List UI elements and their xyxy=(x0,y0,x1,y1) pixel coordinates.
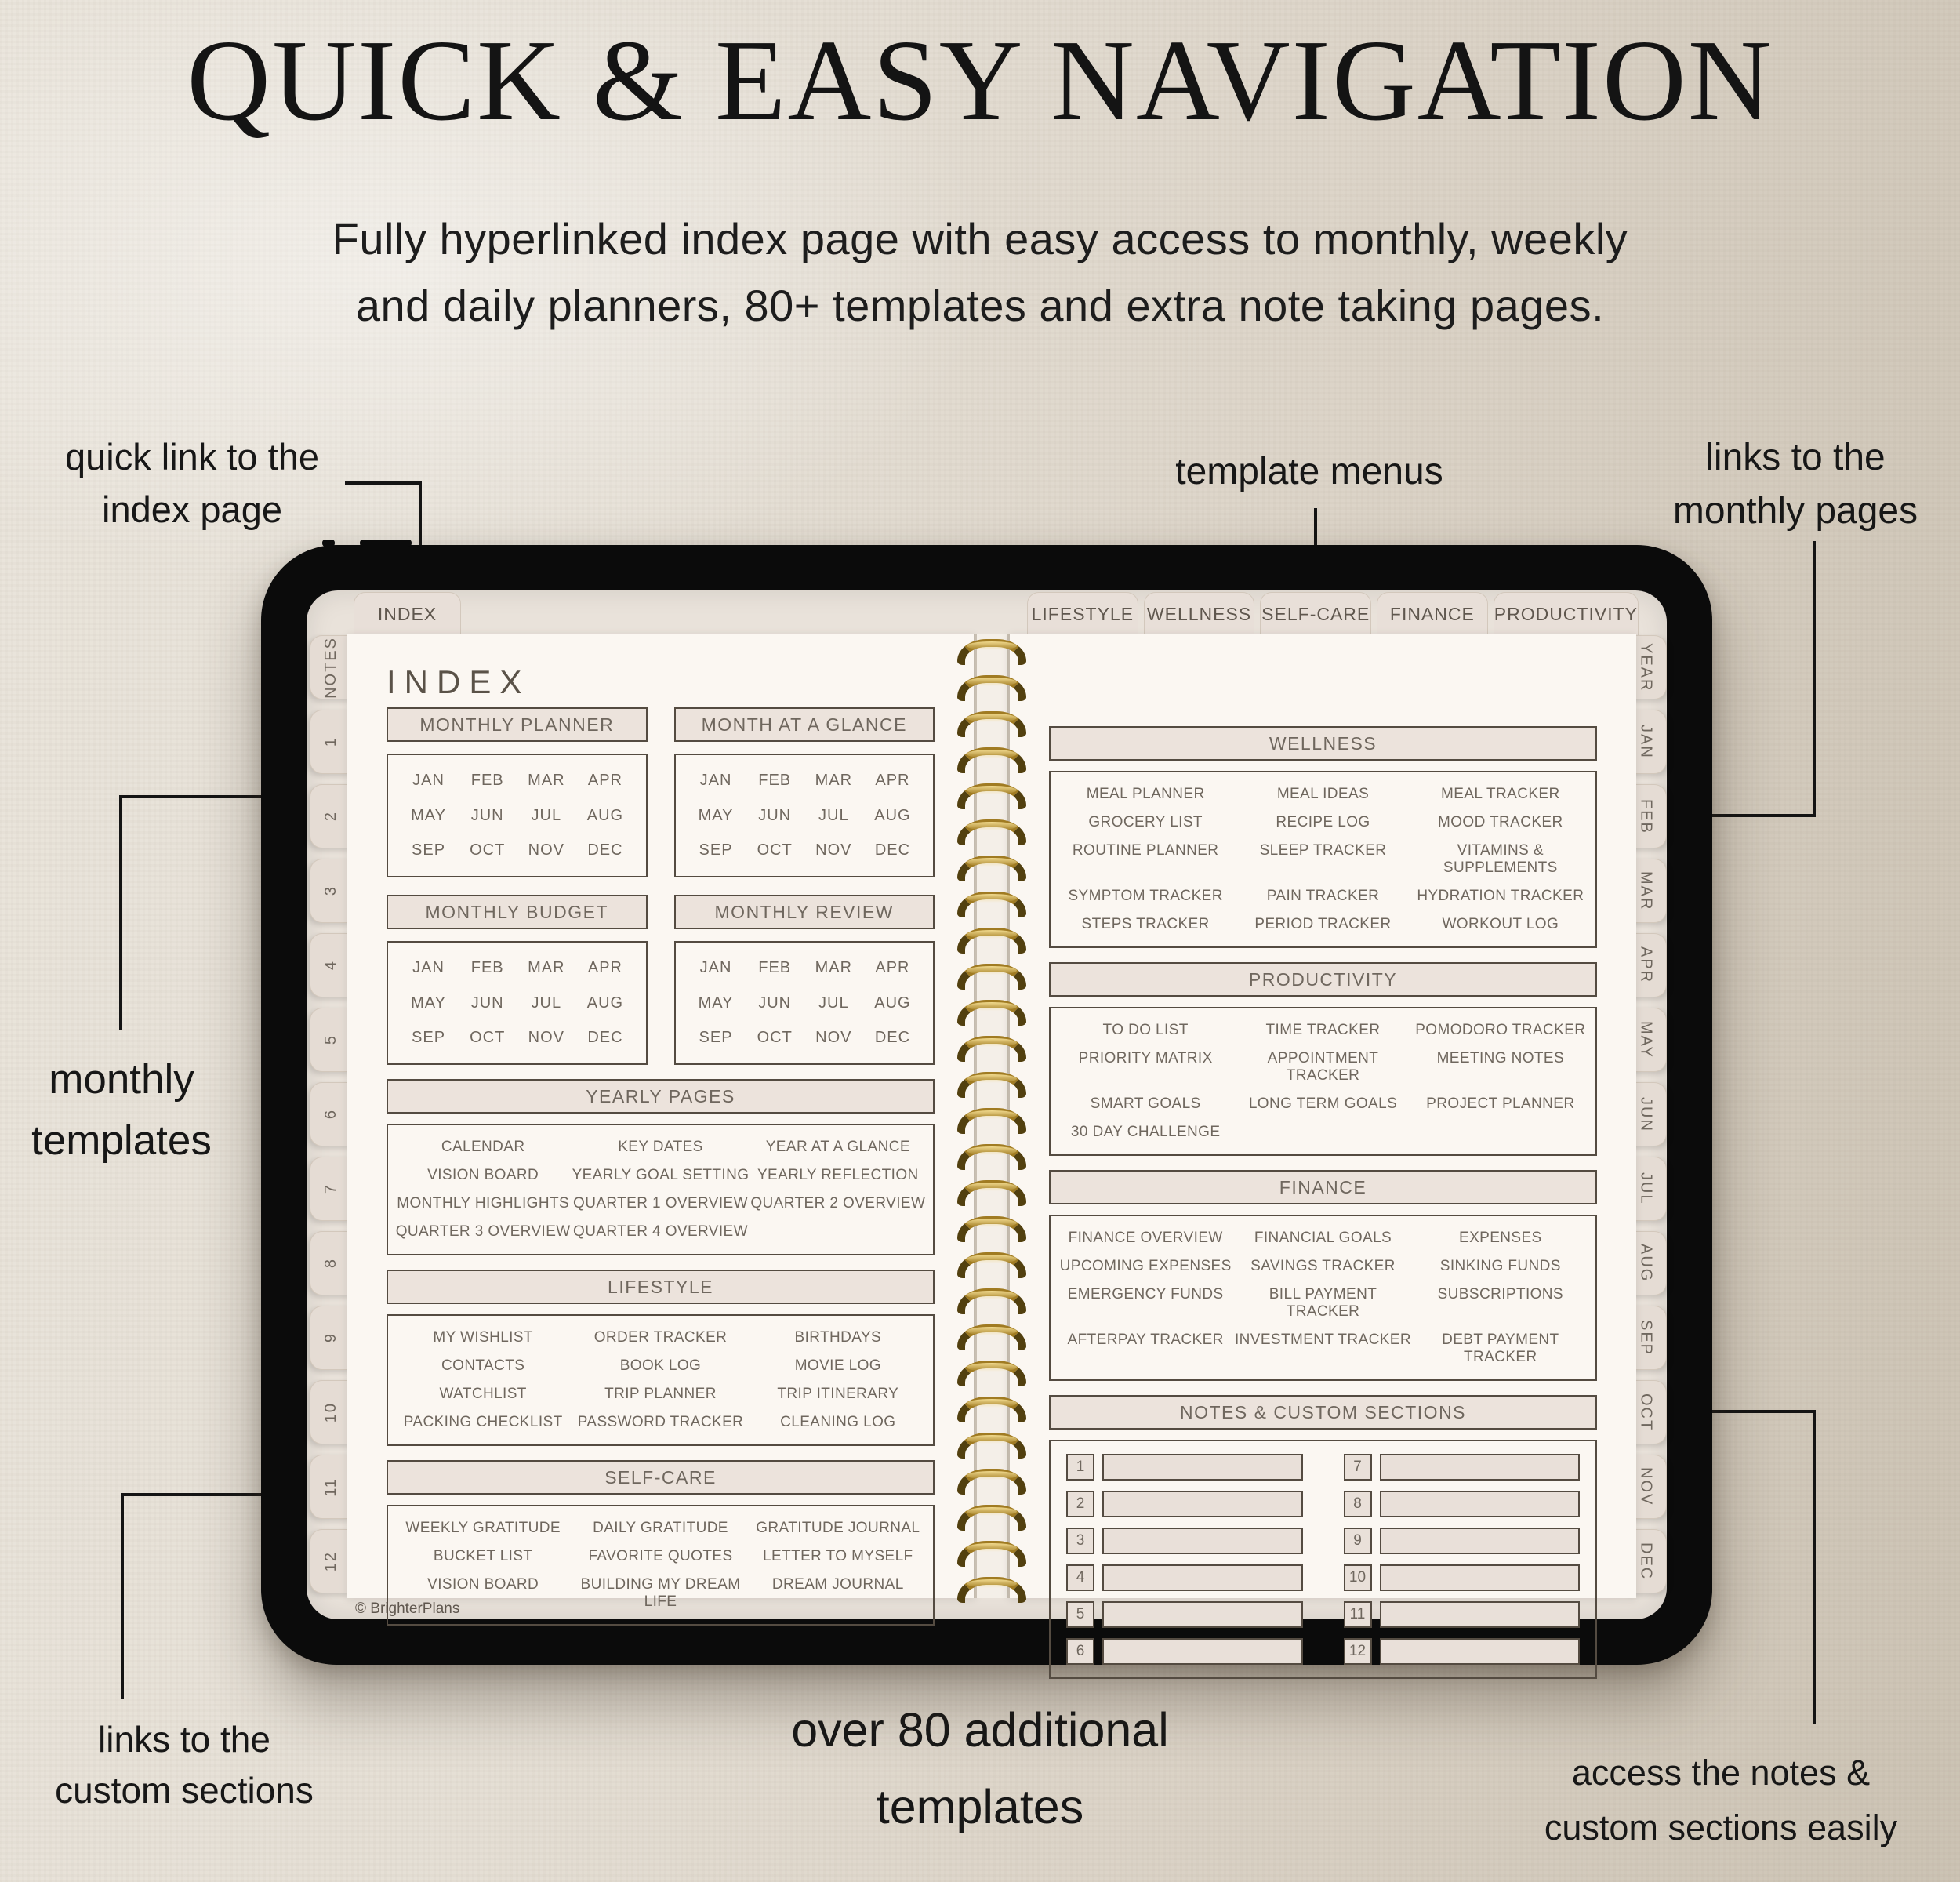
section-monthly-review xyxy=(674,895,935,1065)
spiral-ring xyxy=(957,819,1026,845)
template-links xyxy=(387,1314,935,1446)
template-link[interactable]: KEY DATES xyxy=(618,1139,703,1155)
template-link[interactable]: BILL PAYMENT TRACKER xyxy=(1269,1286,1377,1320)
template-link[interactable]: SINKING FUNDS xyxy=(1439,1258,1561,1274)
template-link[interactable]: CLEANING LOG xyxy=(780,1414,896,1430)
section-notes-custom xyxy=(1049,1395,1597,1679)
template-link[interactable]: SYMPTOM TRACKER xyxy=(1068,888,1223,904)
custom-section-slot xyxy=(1344,1528,1581,1554)
template-link[interactable]: STEPS TRACKER xyxy=(1081,916,1210,932)
template-link[interactable]: HYDRATION TRACKER xyxy=(1417,888,1584,904)
custom-section-slot xyxy=(1066,1454,1303,1481)
annotation-line: monthly xyxy=(49,1056,194,1103)
sidebar-tab-left[interactable] xyxy=(310,710,351,774)
left-tab-column xyxy=(310,635,351,1593)
sidebar-tab-label: 4 xyxy=(321,960,339,971)
template-link[interactable]: YEAR AT A GLANCE xyxy=(765,1139,910,1155)
spiral-binding xyxy=(957,639,1026,1613)
month-links xyxy=(387,754,648,877)
month-link[interactable]: JAN xyxy=(699,772,732,790)
template-link[interactable]: YEARLY REFLECTION xyxy=(757,1167,919,1183)
section-header[interactable]: LIFESTYLE xyxy=(387,1270,935,1304)
month-link[interactable]: APR xyxy=(875,959,910,977)
tablet-button xyxy=(322,540,335,547)
month-link[interactable]: OCT xyxy=(757,841,793,859)
slot-name-field[interactable] xyxy=(1380,1491,1581,1517)
month-link[interactable]: JAN xyxy=(412,959,445,977)
template-link[interactable]: QUARTER 4 OVERVIEW xyxy=(573,1223,748,1240)
custom-section-slot xyxy=(1344,1638,1581,1665)
month-link[interactable]: FEB xyxy=(470,772,504,790)
month-link[interactable]: JUN xyxy=(758,806,792,824)
sidebar-tab-label: 2 xyxy=(321,811,339,822)
template-link[interactable]: DAILY GRATITUDE xyxy=(593,1520,728,1536)
template-link[interactable]: FAVORITE QUOTES xyxy=(588,1548,733,1564)
custom-sections-box xyxy=(1049,1440,1597,1679)
section-month-at-a-glance xyxy=(674,707,935,877)
template-link[interactable]: VISION BOARD xyxy=(427,1167,539,1183)
tablet-button xyxy=(360,540,412,547)
template-link[interactable]: DEBT PAYMENT TRACKER xyxy=(1442,1332,1559,1365)
section-finance xyxy=(1049,1170,1597,1381)
month-link[interactable]: NOV xyxy=(528,1028,564,1046)
planner-right-page xyxy=(1008,634,1636,1659)
month-link[interactable]: APR xyxy=(587,772,622,790)
spiral-ring xyxy=(957,964,1026,990)
template-link[interactable]: VITAMINS & SUPPLEMENTS xyxy=(1443,842,1558,876)
month-link[interactable]: NOV xyxy=(815,1028,852,1046)
custom-section-slot xyxy=(1066,1491,1303,1517)
sidebar-tab-label: SEP xyxy=(1637,1319,1655,1357)
month-link[interactable]: NOV xyxy=(815,841,852,859)
template-link[interactable]: SMART GOALS xyxy=(1090,1095,1201,1112)
month-link[interactable]: MAR xyxy=(815,772,853,790)
template-link[interactable]: MEETING NOTES xyxy=(1436,1050,1565,1066)
custom-section-slot xyxy=(1066,1564,1303,1591)
template-link[interactable]: TRIP PLANNER xyxy=(604,1386,717,1402)
template-link[interactable]: YEARLY GOAL SETTING xyxy=(572,1167,750,1183)
template-link[interactable]: EXPENSES xyxy=(1459,1230,1542,1246)
template-link[interactable]: POMODORO TRACKER xyxy=(1415,1022,1586,1038)
spiral-ring xyxy=(957,1397,1026,1422)
slot-name-field[interactable] xyxy=(1380,1638,1581,1665)
template-link[interactable]: CALENDAR xyxy=(441,1139,525,1155)
template-link[interactable]: BOOK LOG xyxy=(619,1357,702,1374)
slot-number[interactable]: 1 xyxy=(1066,1454,1094,1481)
month-link[interactable]: MAR xyxy=(528,772,565,790)
template-link[interactable]: ROUTINE PLANNER xyxy=(1072,842,1219,859)
slot-name-field[interactable] xyxy=(1102,1528,1303,1554)
month-link[interactable]: SEP xyxy=(412,1028,446,1046)
template-link[interactable]: PACKING CHECKLIST xyxy=(403,1414,563,1430)
month-link[interactable]: APR xyxy=(587,959,622,977)
annotation-line: index page xyxy=(102,488,282,530)
subtitle-line-1: Fully hyperlinked index page with easy access to monthly, weekly xyxy=(332,214,1628,263)
page-title: QUICK & EASY NAVIGATION xyxy=(187,16,1773,145)
template-link[interactable]: BIRTHDAYS xyxy=(794,1329,882,1346)
copyright-text: © BrighterPlans xyxy=(355,1600,460,1617)
month-link[interactable]: MAY xyxy=(411,994,446,1012)
slot-number[interactable]: 5 xyxy=(1066,1601,1094,1628)
slot-name-field[interactable] xyxy=(1380,1454,1581,1481)
custom-section-slot xyxy=(1066,1638,1303,1665)
spiral-ring xyxy=(957,1072,1026,1098)
month-link[interactable]: MAR xyxy=(528,959,565,977)
slot-number[interactable]: 10 xyxy=(1344,1564,1372,1591)
sidebar-tab-label: OCT xyxy=(1637,1393,1655,1432)
sidebar-tab-label: 8 xyxy=(321,1258,339,1269)
template-link[interactable]: BUCKET LIST xyxy=(433,1548,533,1564)
template-link[interactable]: TO DO LIST xyxy=(1102,1022,1189,1038)
template-links xyxy=(1049,771,1597,948)
annotation-index-link xyxy=(31,431,353,536)
spiral-ring xyxy=(957,1036,1026,1062)
section-lifestyle xyxy=(387,1270,935,1446)
template-link[interactable]: PROJECT PLANNER xyxy=(1426,1095,1575,1112)
sidebar-tab-label: DEC xyxy=(1637,1542,1655,1581)
month-link[interactable]: DEC xyxy=(874,841,911,859)
month-links xyxy=(674,941,935,1065)
sidebar-tab-label: NOTES xyxy=(321,636,339,699)
slot-name-field[interactable] xyxy=(1102,1491,1303,1517)
sidebar-tab-left[interactable] xyxy=(310,933,351,997)
spiral-ring xyxy=(957,675,1026,701)
month-link[interactable]: MAY xyxy=(411,806,446,824)
template-menu-tabs xyxy=(1027,592,1639,635)
template-link[interactable]: MEAL IDEAS xyxy=(1276,786,1370,802)
template-links xyxy=(1049,1215,1597,1381)
spiral-ring xyxy=(957,1541,1026,1567)
sidebar-tab-label: 12 xyxy=(321,1550,339,1572)
custom-section-slot xyxy=(1344,1564,1581,1591)
template-link[interactable]: MEAL PLANNER xyxy=(1086,786,1205,802)
annotation-template-menus: template menus xyxy=(1175,451,1443,492)
month-link[interactable]: JUN xyxy=(758,994,792,1012)
slot-name-field[interactable] xyxy=(1380,1601,1581,1628)
section-self-care xyxy=(387,1460,935,1626)
sidebar-tab-left[interactable] xyxy=(310,784,351,848)
spiral-ring xyxy=(957,928,1026,954)
subtitle-line-2: and daily planners, 80+ templates and extra note taking pages. xyxy=(355,281,1605,331)
custom-section-slot xyxy=(1344,1601,1581,1628)
section-productivity xyxy=(1049,962,1597,1156)
template-link[interactable]: EMERGENCY FUNDS xyxy=(1067,1286,1224,1303)
template-link[interactable]: SUBSCRIPTIONS xyxy=(1437,1286,1564,1303)
month-link[interactable]: AUG xyxy=(586,806,624,824)
sidebar-tab-label: MAY xyxy=(1637,1021,1655,1059)
section-monthly-budget xyxy=(387,895,648,1065)
template-link[interactable]: PRIORITY MATRIX xyxy=(1078,1050,1213,1066)
slot-name-field[interactable] xyxy=(1380,1528,1581,1554)
section-header[interactable]: MONTHLY REVIEW xyxy=(674,895,935,929)
slot-number[interactable]: 11 xyxy=(1344,1601,1372,1628)
month-links xyxy=(674,754,935,877)
annotation-access-notes xyxy=(1513,1746,1929,1855)
template-link[interactable]: CONTACTS xyxy=(441,1357,525,1374)
slot-name-field[interactable] xyxy=(1380,1564,1581,1591)
template-link[interactable]: WEEKLY GRATITUDE xyxy=(405,1520,561,1536)
slot-number[interactable]: 8 xyxy=(1344,1491,1372,1517)
template-link[interactable]: QUARTER 2 OVERVIEW xyxy=(750,1195,926,1212)
sidebar-tab-label: NOV xyxy=(1637,1467,1655,1506)
template-menu-tab[interactable]: SELF-CARE xyxy=(1260,592,1371,636)
spiral-ring xyxy=(957,1108,1026,1134)
sidebar-tab-label: 10 xyxy=(321,1401,339,1423)
spiral-ring xyxy=(957,639,1026,665)
template-link[interactable]: MEAL TRACKER xyxy=(1441,786,1560,802)
slot-number[interactable]: 7 xyxy=(1344,1454,1372,1481)
template-link[interactable]: MY WISHLIST xyxy=(433,1329,533,1346)
section-header[interactable]: MONTHLY PLANNER xyxy=(387,707,648,742)
sidebar-tab-left[interactable] xyxy=(310,635,351,699)
section-header[interactable]: MONTHLY BUDGET xyxy=(387,895,648,929)
custom-section-slots xyxy=(1051,1441,1595,1677)
template-link[interactable]: QUARTER 3 OVERVIEW xyxy=(395,1223,571,1240)
custom-section-slot xyxy=(1066,1528,1303,1554)
sidebar-tab-label: 7 xyxy=(321,1183,339,1194)
annotation-line: links to the xyxy=(1705,437,1886,478)
spiral-ring xyxy=(957,1144,1026,1170)
section-header[interactable]: WELLNESS xyxy=(1049,726,1597,761)
section-wellness xyxy=(1049,726,1597,948)
sidebar-tab-left[interactable] xyxy=(310,1082,351,1146)
month-link[interactable]: MAY xyxy=(698,806,734,824)
template-link[interactable]: MONTHLY HIGHLIGHTS xyxy=(397,1195,570,1212)
month-link[interactable]: DEC xyxy=(587,1028,623,1046)
template-link[interactable]: VISION BOARD xyxy=(427,1576,539,1593)
sidebar-tab-left[interactable] xyxy=(310,1529,351,1593)
sidebar-tab-left[interactable] xyxy=(310,1008,351,1072)
annotation-line: custom sections easily xyxy=(1544,1807,1898,1847)
month-link[interactable]: AUG xyxy=(874,806,911,824)
sidebar-tab-label: 1 xyxy=(321,736,339,747)
spiral-ring xyxy=(957,783,1026,809)
annotation-custom-sections xyxy=(35,1714,333,1817)
annotation-line: links to the xyxy=(98,1719,270,1760)
sidebar-tab-left[interactable] xyxy=(310,1380,351,1444)
spiral-ring xyxy=(957,1324,1026,1350)
month-link[interactable]: MAR xyxy=(815,959,853,977)
month-link[interactable]: JUL xyxy=(531,806,562,824)
template-link[interactable]: INVESTMENT TRACKER xyxy=(1234,1332,1412,1348)
template-link[interactable]: GROCERY LIST xyxy=(1088,814,1203,830)
template-link[interactable]: PAIN TRACKER xyxy=(1266,888,1380,904)
sidebar-tab-label: YEAR xyxy=(1637,642,1655,692)
template-link[interactable]: QUARTER 1 OVERVIEW xyxy=(573,1195,748,1212)
sidebar-tab-label: AUG xyxy=(1637,1244,1655,1283)
spiral-ring xyxy=(957,1433,1026,1459)
sidebar-tab-label: APR xyxy=(1637,946,1655,984)
sidebar-tab-left[interactable] xyxy=(310,859,351,923)
template-link[interactable]: PERIOD TRACKER xyxy=(1254,916,1392,932)
month-link[interactable]: JAN xyxy=(699,959,732,977)
sidebar-tab-label: FEB xyxy=(1637,798,1655,834)
spiral-ring xyxy=(957,1180,1026,1206)
month-link[interactable]: JUL xyxy=(818,994,849,1012)
month-link[interactable]: JUN xyxy=(470,806,504,824)
section-header[interactable]: FINANCE xyxy=(1049,1170,1597,1204)
month-link[interactable]: NOV xyxy=(528,841,564,859)
spiral-ring xyxy=(957,1505,1026,1531)
page-subtitle xyxy=(157,205,1803,339)
slot-name-field[interactable] xyxy=(1102,1638,1303,1665)
spiral-ring xyxy=(957,1577,1026,1603)
month-link[interactable]: JAN xyxy=(412,772,445,790)
month-link[interactable]: MAY xyxy=(698,994,734,1012)
annotation-line: monthly pages xyxy=(1672,490,1918,532)
month-link[interactable]: APR xyxy=(875,772,910,790)
template-link[interactable]: WATCHLIST xyxy=(439,1386,527,1402)
section-header[interactable]: YEARLY PAGES xyxy=(387,1079,935,1114)
template-link[interactable]: RECIPE LOG xyxy=(1276,814,1370,830)
template-menu-tab[interactable]: LIFESTYLE xyxy=(1027,592,1138,636)
template-link[interactable]: SAVINGS TRACKER xyxy=(1250,1258,1396,1274)
index-page-title: INDEX xyxy=(387,663,531,700)
sidebar-tab-label: 5 xyxy=(321,1034,339,1045)
template-link[interactable]: WORKOUT LOG xyxy=(1442,916,1559,932)
spiral-ring xyxy=(957,1361,1026,1386)
sidebar-tab-label: 3 xyxy=(321,885,339,896)
template-menu-tab[interactable]: FINANCE xyxy=(1377,592,1488,636)
section-monthly-planner xyxy=(387,707,648,877)
tablet-screen xyxy=(307,590,1667,1659)
spiral-ring xyxy=(957,1288,1026,1314)
spacer xyxy=(1049,634,1597,726)
section-header[interactable]: NOTES & CUSTOM SECTIONS xyxy=(1049,1395,1597,1430)
month-link[interactable]: JUL xyxy=(531,994,562,1012)
month-link[interactable]: SEP xyxy=(699,841,733,859)
month-link[interactable]: FEB xyxy=(758,959,792,977)
spiral-ring xyxy=(957,1000,1026,1026)
custom-section-slot xyxy=(1066,1601,1303,1628)
spiral-ring xyxy=(957,892,1026,917)
month-link[interactable]: OCT xyxy=(470,1028,506,1046)
spiral-ring xyxy=(957,711,1026,737)
spiral-ring xyxy=(957,856,1026,881)
month-link[interactable]: FEB xyxy=(470,959,504,977)
annotation-line: custom sections xyxy=(55,1770,314,1811)
annotation-monthly-pages xyxy=(1639,431,1952,538)
sidebar-tab-label: MAR xyxy=(1637,870,1655,911)
template-link[interactable]: UPCOMING EXPENSES xyxy=(1059,1258,1232,1274)
sidebar-tab-label: 6 xyxy=(321,1109,339,1120)
template-link[interactable]: LETTER TO MYSELF xyxy=(763,1548,913,1564)
template-link[interactable]: FINANCIAL GOALS xyxy=(1254,1230,1392,1246)
template-link[interactable]: APPOINTMENT TRACKER xyxy=(1267,1050,1379,1084)
month-link[interactable]: SEP xyxy=(412,841,446,859)
annotation-line: over 80 additional xyxy=(791,1703,1169,1757)
custom-section-slot xyxy=(1344,1454,1581,1481)
custom-section-slot xyxy=(1344,1491,1581,1517)
template-menu-tab[interactable]: WELLNESS xyxy=(1144,592,1255,636)
template-link[interactable]: ORDER TRACKER xyxy=(593,1329,728,1346)
month-link[interactable]: SEP xyxy=(699,1028,733,1046)
annotation-additional-templates xyxy=(690,1692,1270,1845)
section-header[interactable]: SELF-CARE xyxy=(387,1460,935,1495)
spiral-ring xyxy=(957,1252,1026,1278)
month-link[interactable]: DEC xyxy=(587,841,623,859)
template-link[interactable]: BUILDING MY DREAM LIFE xyxy=(580,1576,741,1610)
template-link[interactable]: PASSWORD TRACKER xyxy=(577,1414,744,1430)
template-link[interactable]: FINANCE OVERVIEW xyxy=(1068,1230,1223,1246)
template-link[interactable]: SLEEP TRACKER xyxy=(1259,842,1387,859)
sidebar-tab-left[interactable] xyxy=(310,1306,351,1370)
sidebar-tab-left[interactable] xyxy=(310,1455,351,1519)
sidebar-tab-label: 11 xyxy=(321,1477,339,1497)
template-link[interactable]: 30 DAY CHALLENGE xyxy=(1070,1124,1221,1140)
annotation-line: quick link to the xyxy=(65,436,319,478)
template-link[interactable]: TRIP ITINERARY xyxy=(777,1386,899,1402)
spiral-ring xyxy=(957,1216,1026,1242)
sidebar-tab-left[interactable] xyxy=(310,1157,351,1221)
slot-name-field[interactable] xyxy=(1102,1564,1303,1591)
slot-name-field[interactable] xyxy=(1102,1454,1303,1481)
annotation-line: access the notes & xyxy=(1571,1753,1871,1793)
template-link[interactable]: GRATITUDE JOURNAL xyxy=(756,1520,920,1536)
sidebar-tab-label: 9 xyxy=(321,1332,339,1343)
template-menu-tab[interactable]: PRODUCTIVITY xyxy=(1494,592,1639,636)
template-link[interactable]: DREAM JOURNAL xyxy=(771,1576,904,1593)
sidebar-tab-left[interactable] xyxy=(310,1231,351,1295)
template-link[interactable]: MOOD TRACKER xyxy=(1438,814,1563,830)
month-links xyxy=(387,941,648,1065)
month-link[interactable]: OCT xyxy=(757,1028,793,1046)
template-link[interactable]: MOVIE LOG xyxy=(794,1357,881,1374)
template-links xyxy=(387,1505,935,1626)
slot-number[interactable]: 4 xyxy=(1066,1564,1094,1591)
tablet-frame xyxy=(261,545,1712,1665)
template-link[interactable]: TIME TRACKER xyxy=(1265,1022,1381,1038)
annotation-line: templates xyxy=(876,1779,1084,1833)
sidebar-tab-label: JAN xyxy=(1637,725,1655,759)
template-links xyxy=(387,1124,935,1255)
month-link[interactable]: AUG xyxy=(586,994,624,1012)
tab-index[interactable]: INDEX xyxy=(354,592,461,636)
template-link[interactable]: AFTERPAY TRACKER xyxy=(1067,1332,1224,1348)
slot-number[interactable]: 12 xyxy=(1344,1638,1372,1665)
month-link[interactable]: JUN xyxy=(470,994,504,1012)
month-link[interactable]: JUL xyxy=(818,806,849,824)
month-sections-grid xyxy=(387,707,935,1065)
spiral-ring xyxy=(957,747,1026,773)
slot-number[interactable]: 2 xyxy=(1066,1491,1094,1517)
annotation-monthly-templates xyxy=(4,1049,239,1172)
annotation-line: templates xyxy=(31,1117,212,1164)
slot-number[interactable]: 3 xyxy=(1066,1528,1094,1554)
section-header[interactable]: MONTH AT A GLANCE xyxy=(674,707,935,742)
template-link[interactable]: LONG TERM GOALS xyxy=(1248,1095,1398,1112)
section-yearly-pages xyxy=(387,1079,935,1255)
spiral-ring xyxy=(957,1469,1026,1495)
month-link[interactable]: DEC xyxy=(874,1028,911,1046)
slot-number[interactable]: 9 xyxy=(1344,1528,1372,1554)
month-link[interactable]: AUG xyxy=(874,994,911,1012)
section-header[interactable]: PRODUCTIVITY xyxy=(1049,962,1597,997)
slot-name-field[interactable] xyxy=(1102,1601,1303,1628)
sidebar-tab-label: JUN xyxy=(1637,1096,1655,1132)
month-link[interactable]: OCT xyxy=(470,841,506,859)
sidebar-tab-label: JUL xyxy=(1637,1172,1655,1205)
template-links xyxy=(1049,1007,1597,1156)
month-link[interactable]: FEB xyxy=(758,772,792,790)
slot-number[interactable]: 6 xyxy=(1066,1638,1094,1665)
